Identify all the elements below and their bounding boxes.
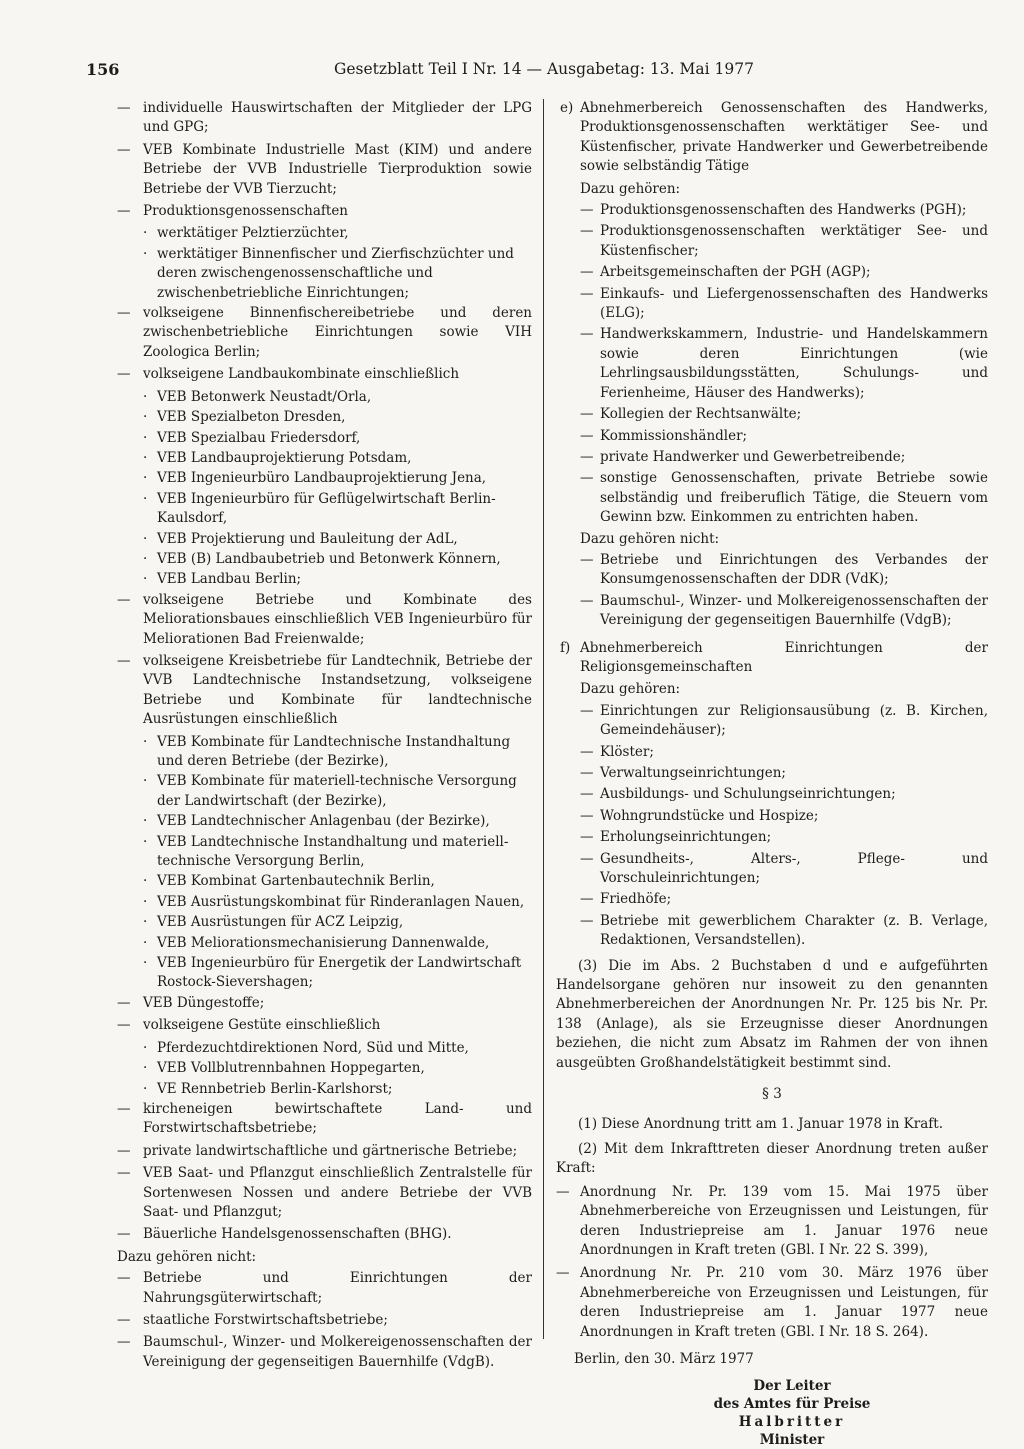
list-item-text: Produktionsgenossenschaften — [143, 203, 349, 220]
sub-list-item — [86, 1080, 532, 1099]
list-item — [86, 591, 532, 649]
list-item-text: VEB Kombinate für Landtechnische Instandhaltung und deren Betriebe (der Bezirke), — [157, 733, 511, 769]
sub-list-item — [86, 408, 532, 427]
bullet-dash: — — [580, 551, 594, 568]
section-f: f) Abnehmerbereich Einrichtungen der Religionsgemeinschaften — [560, 639, 988, 675]
list-item — [86, 1269, 532, 1308]
list-item-text: Bäuerliche Handelsgenossenschaften (BHG). — [143, 1226, 452, 1243]
list-item-text: Erholungseinrichtungen; — [600, 829, 772, 846]
bullet-dot: · — [143, 873, 148, 890]
bullet-dot: · — [143, 550, 148, 567]
bullet-dash: — — [117, 1017, 131, 1034]
sub-list-item — [86, 934, 532, 953]
bullet-dash: — — [117, 305, 131, 322]
bullet-dot: · — [143, 571, 148, 588]
bullet-dash: — — [117, 1311, 131, 1328]
bullet-dash: — — [580, 891, 594, 908]
list-item-text: Gesundheits-, Alters-, Pflege- und Vorschuleinrichtungen; — [600, 850, 988, 887]
sub-list-item — [86, 812, 532, 831]
bullet-dash: — — [117, 1165, 131, 1182]
bullet-dot: · — [143, 773, 148, 790]
bullet-dash: — — [580, 448, 594, 465]
section-e: e) Abnehmerbereich Genossenschaften des Handwerks, Produktionsgenossenschaften werktätiger See- und Küstenfischer, private Handwerker und Gewerbetreibende sowie selbständig Tätige — [560, 100, 988, 175]
list-item-text: VEB Kombinate Industrielle Mast (KIM) und andere Betriebe der VVB Industrielle Tierproduktion sowie Betriebe der VVB Tierzucht; — [143, 141, 532, 197]
right-column — [556, 99, 988, 1449]
list-item — [86, 304, 532, 362]
list-item — [556, 222, 988, 261]
sub-list-item — [86, 833, 532, 872]
list-item — [556, 325, 988, 403]
bullet-dot: · — [143, 813, 148, 830]
list-item-text: volkseigene Kreisbetriebe für Landtechnik, Betriebe der VVB Landtechnische Instandsetzung, volkseigene Betriebe und Kombinate für landtechnische Ausrüstungen einschließlich — [143, 652, 532, 728]
list-item — [556, 1264, 988, 1342]
list-item-text: werktätiger Pelztierzüchter, — [157, 225, 349, 242]
sub-list-item — [86, 913, 532, 932]
bullet-dash: — — [580, 326, 594, 343]
bullet-dash: — — [580, 470, 594, 487]
sub-list-item — [86, 893, 532, 912]
bullet-dash: — — [117, 203, 131, 220]
bullet-dash: — — [580, 765, 594, 781]
list-item — [556, 448, 988, 467]
bullet-dash: — — [117, 1142, 131, 1159]
signature-title-2: des Amtes für Preise — [713, 1396, 871, 1413]
sub-list-item — [86, 388, 532, 407]
bullet-dash: — — [117, 366, 131, 383]
bullet-dot: · — [143, 893, 148, 910]
list-item-text: Friedhöfe; — [600, 891, 672, 908]
list-item-text: Produktionsgenossenschaften des Handwerks (PGH); — [600, 202, 967, 219]
list-item — [556, 592, 988, 631]
list-item-text: Pferdezuchtdirektionen Nord, Süd und Mitte, — [157, 1039, 469, 1056]
list-item-text: Verwaltungseinrichtungen; — [600, 765, 786, 781]
list-item-text: Anordnung Nr. Pr. 210 vom 30. März 1976 über Abnehmerbereiche von Erzeugnissen und Leistungen, für deren Industriepreise am 1. Januar 1977 neue Anordnungen in Kraft treten (GBl. I Nr. 18 S. 264). — [580, 1265, 988, 1340]
list-item-text: VEB Ausrüstungskombinat für Rinderanlagen Nauen, — [157, 893, 525, 910]
list-item — [86, 1164, 532, 1222]
bullet-dash: — — [580, 829, 594, 846]
bullet-dot: · — [143, 530, 148, 547]
list-item-text: Baumschul-, Winzer- und Molkereigenossenschaften der Vereinigung der gegenseitigen Bauernhilfe (VdgB); — [600, 592, 988, 629]
bullet-dash: — — [580, 285, 594, 302]
list-item — [86, 1333, 532, 1372]
list-item-text: VEB Landtechnischer Anlagenbau (der Bezirke), — [157, 813, 490, 830]
list-item-text: Einrichtungen zur Religionsausübung (z. B. Kirchen, Gemeindehäuser); — [600, 702, 988, 739]
list-item-text: volkseigene Landbaukombinate einschließlich — [143, 366, 460, 383]
bullet-dot: · — [143, 1039, 148, 1056]
sub-list-item — [86, 733, 532, 772]
bullet-dash: — — [117, 591, 131, 608]
list-heading: Dazu gehören nicht: — [117, 1248, 257, 1265]
list-item-text: VEB Ausrüstungen für ACZ Leipzig, — [157, 914, 404, 931]
list-item-text: VEB Vollblutrennbahnen Hoppegarten, — [157, 1060, 425, 1077]
bullet-dot: · — [143, 1080, 148, 1097]
sub-list-item — [86, 872, 532, 891]
place-date: Berlin, den 30. März 1977 — [574, 1350, 754, 1367]
bullet-dot: · — [143, 733, 148, 750]
bullet-dot: · — [143, 449, 148, 466]
list-item — [556, 405, 988, 424]
dazu-gehoeren-e: Dazu gehören: — [580, 180, 681, 197]
list-item — [86, 141, 532, 199]
bullet-dash: — — [580, 850, 594, 867]
list-item-text: individuelle Hauswirtschaften der Mitglieder der LPG und GPG; — [143, 100, 532, 136]
list-item — [556, 807, 988, 826]
repealed-list — [556, 1183, 988, 1342]
list-item-text: VEB Spezialbeton Dresden, — [157, 409, 346, 426]
sub-list-item — [86, 224, 532, 243]
bullet-dot: · — [143, 914, 148, 931]
dazu-gehoeren-f: Dazu gehören: — [580, 681, 681, 698]
list-item — [86, 365, 532, 384]
list-item-text: private Handwerker und Gewerbetreibende; — [600, 448, 906, 465]
bullet-dot: · — [143, 470, 148, 487]
list-item — [556, 890, 988, 909]
list-item-text: VEB Ingenieurbüro für Energetik der Landwirtschaft Rostock-Sievershagen; — [157, 955, 522, 991]
sub-list-item — [86, 469, 532, 488]
bullet-dash: — — [580, 592, 594, 609]
signature-role: Minister — [759, 1432, 825, 1449]
bullet-dash: — — [580, 743, 594, 760]
s3-paragraph-1: (1) Diese Anordnung tritt am 1. Januar 1978 in Kraft. — [578, 1115, 943, 1132]
list-item-text: Klöster; — [600, 743, 654, 760]
list-item-text: volkseigene Betriebe und Kombinate des Meliorationsbaues einschließlich VEB Ingenieurbüro für Meliorationen Bad Freienwalde; — [143, 591, 532, 647]
list-item-text: Anordnung Nr. Pr. 139 vom 15. Mai 1975 über Abnehmerbereiche von Erzeugnissen und Leistungen, für deren Industriepreise am 1. Januar 1976 neue Anordnungen in Kraft treten (GBl. I Nr. 22 S. 399), — [580, 1183, 988, 1258]
column-separator — [543, 99, 544, 1339]
section-e-list — [556, 201, 988, 528]
list-item-text: VEB Kombinat Gartenbautechnik Berlin, — [157, 873, 435, 890]
list-item — [556, 263, 988, 282]
list-item-text: Baumschul-, Winzer- und Molkereigenossenschaften der Vereinigung der gegenseitigen Bauernhilfe (VdgB). — [143, 1334, 532, 1370]
sub-list-item — [86, 530, 532, 549]
bullet-dash: — — [580, 702, 594, 719]
sub-list-item — [86, 429, 532, 448]
bullet-dot: · — [143, 388, 148, 405]
list-item-text: VE Rennbetrieb Berlin-Karlshorst; — [157, 1080, 393, 1097]
signature-block — [556, 1377, 988, 1449]
list-item — [556, 1183, 988, 1261]
list-item-text: VEB Kombinate für materiell-technische Versorgung der Landwirtschaft (der Bezirke), — [157, 773, 517, 809]
sub-list-item — [86, 1059, 532, 1078]
sub-list-item — [86, 245, 532, 303]
page-number: 156 — [86, 60, 120, 79]
bullet-dash: — — [580, 427, 594, 444]
list-item — [556, 551, 988, 590]
page-header — [86, 60, 754, 82]
sub-list-item — [86, 550, 532, 569]
list-item-text: VEB Ingenieurbüro für Geflügelwirtschaft Berlin-Kaulsdorf, — [157, 490, 496, 527]
bullet-dash: — — [580, 223, 594, 240]
list-item — [86, 99, 532, 138]
list-item — [86, 1225, 532, 1244]
bullet-dash: — — [580, 786, 594, 803]
bullet-dash: — — [117, 652, 131, 669]
sub-list-item — [86, 772, 532, 811]
list-item-text: werktätiger Binnenfischer und Zierfischzüchter und deren zwischengenossenschaftliche und zwischenbetriebliche Einrichtungen; — [157, 245, 514, 301]
list-item-text: VEB (B) Landbaubetrieb und Betonwerk Könnern, — [157, 550, 501, 567]
list-item — [86, 1142, 532, 1161]
list-item-text: Wohngrundstücke und Hospize; — [600, 807, 819, 824]
bullet-dash: — — [117, 994, 131, 1011]
list-item-text: private landwirtschaftliche und gärtnerische Betriebe; — [143, 1142, 518, 1159]
bullet-dot: · — [143, 490, 148, 507]
dazu-gehoeren-nicht-e: Dazu gehören nicht: — [580, 530, 720, 547]
list-item — [556, 743, 988, 762]
list-item — [556, 285, 988, 324]
list-item-text: VEB Spezialbau Friedersdorf, — [157, 429, 361, 446]
list-item — [556, 912, 988, 951]
list-item — [556, 850, 988, 889]
list-item — [86, 652, 532, 730]
sub-list-item — [86, 449, 532, 468]
list-item — [556, 469, 988, 527]
bullet-dash: — — [580, 807, 594, 824]
list-item-text: VEB Saat- und Pflanzgut einschließlich Zentralstelle für Sortenwesen Nossen und andere Betriebe der VVB Saat- und Pflanzgut; — [143, 1165, 532, 1220]
bullet-dash: — — [117, 1270, 131, 1287]
list-item-text: volkseigene Binnenfischereibetriebe und deren zwischenbetriebliche Einrichtungen sowie VIH Zoologica Berlin; — [143, 305, 532, 360]
list-item-text: VEB Meliorationsmechanisierung Dannenwalde, — [157, 934, 490, 951]
sub-list-item — [86, 570, 532, 589]
section-heading: § 3 — [762, 1086, 782, 1103]
bullet-dot: · — [143, 409, 148, 426]
list-item-text: Produktionsgenossenschaften werktätiger See- und Küstenfischer; — [600, 223, 988, 259]
sub-list-item — [86, 954, 532, 993]
bullet-dot: · — [143, 1060, 148, 1077]
section-f-list — [556, 702, 988, 951]
list-item-text: VEB Landbau Berlin; — [157, 571, 302, 588]
paragraph-3: (3) Die im Abs. 2 Buchstaben d und e aufgeführten Handelsorgane gehören nur insoweit zu den genannten Abnehmerbereichen der Anordnungen Nr. Pr. 125 bis Nr. Pr. 138 (Anlage), als sie Erzeugnisse dieser Anordnungen beziehen, die nicht zum Absatz im Rahmen der von ihnen ausgeübten Großhandelstätigkeit bestimmt sind. — [556, 957, 988, 1071]
list-item-text: Betriebe mit gewerblichem Charakter (z. B. Verlage, Redaktionen, Versandstellen). — [600, 912, 988, 949]
list-item — [86, 202, 532, 221]
bullet-dot: · — [143, 245, 148, 262]
bullet-dash: — — [580, 202, 594, 219]
signature-name: Halbritter — [738, 1414, 846, 1431]
list-item-text: Kollegien der Rechtsanwälte; — [600, 406, 802, 423]
list-item-text: VEB Projektierung und Bauleitung der AdL, — [157, 530, 458, 547]
list-item-text: Einkaufs- und Liefergenossenschaften des Handwerks (ELG); — [600, 285, 988, 322]
list-item — [556, 785, 988, 804]
list-item-text: Kommissionshändler; — [600, 427, 748, 444]
bullet-dash: — — [117, 1226, 131, 1243]
list-item — [86, 994, 532, 1013]
sub-list-item — [86, 490, 532, 529]
bullet-dot: · — [143, 429, 148, 446]
left-column — [86, 99, 532, 1375]
list-item-text: VEB Betonwerk Neustadt/Orla, — [157, 388, 372, 405]
sub-list-item — [86, 1039, 532, 1058]
bullet-dot: · — [143, 225, 148, 242]
s3-paragraph-2: (2) Mit dem Inkrafttreten dieser Anordnung treten außer Kraft: — [556, 1140, 988, 1177]
bullet-dash: — — [556, 1265, 570, 1282]
list-item — [556, 427, 988, 446]
bullet-dash: — — [556, 1183, 570, 1200]
list-item-text: Arbeitsgemeinschaften der PGH (AGP); — [600, 264, 871, 281]
list-item-text: VEB Düngestoffe; — [143, 994, 265, 1011]
gazette-title: Gesetzblatt Teil I Nr. 14 — Ausgabetag: 13. Mai 1977 — [334, 60, 754, 78]
bullet-dot: · — [143, 833, 148, 850]
list-item-text: VEB Landtechnische Instandhaltung und materiell-technische Versorgung Berlin, — [157, 833, 509, 870]
bullet-dash: — — [117, 141, 131, 158]
list-item-text: VEB Landbauprojektierung Potsdam, — [157, 449, 412, 466]
bullet-dash: — — [117, 100, 131, 116]
list-item-text: Betriebe und Einrichtungen der Nahrungsgüterwirtschaft; — [143, 1270, 532, 1306]
list-item-text: VEB Ingenieurbüro Landbauprojektierung Jena, — [157, 470, 487, 487]
list-item-text: kircheneigen bewirtschaftete Land- und Forstwirtschaftsbetriebe; — [143, 1100, 532, 1137]
list-item — [86, 1100, 532, 1139]
list-item — [556, 828, 988, 847]
list-item-text: Betriebe und Einrichtungen des Verbandes der Konsumgenossenschaften der DDR (VdK); — [600, 551, 988, 588]
signature-title-1: Der Leiter — [753, 1378, 831, 1395]
bullet-dash: — — [117, 1334, 131, 1351]
list-item-text: volkseigene Gestüte einschließlich — [143, 1017, 381, 1034]
list-item — [86, 1311, 532, 1330]
bullet-dot: · — [143, 934, 148, 951]
list-item-text: Ausbildungs- und Schulungseinrichtungen; — [600, 786, 896, 803]
list-item-text: sonstige Genossenschaften, private Betriebe sowie selbständig und freiberuflich Tätige, die Steuern vom Gewinn bzw. Einkommen zu entrichten haben. — [600, 470, 988, 526]
bullet-dot: · — [143, 955, 148, 972]
bullet-dash: — — [117, 1100, 131, 1117]
list-item — [556, 764, 988, 783]
list-item — [556, 702, 988, 741]
bullet-dash: — — [580, 264, 594, 281]
bullet-dash: — — [580, 406, 594, 423]
list-item — [556, 201, 988, 220]
bullet-dash: — — [580, 912, 594, 929]
section-e-exclusions — [556, 551, 988, 631]
list-item-text: staatliche Forstwirtschaftsbetriebe; — [143, 1311, 388, 1328]
list-item — [86, 1016, 532, 1035]
list-item-text: Handwerkskammern, Industrie- und Handelskammern sowie deren Einrichtungen (wie Lehrlingsausbildungsstätten, Schulungs- und Ferienheime, Häuser des Handwerks); — [600, 326, 988, 401]
